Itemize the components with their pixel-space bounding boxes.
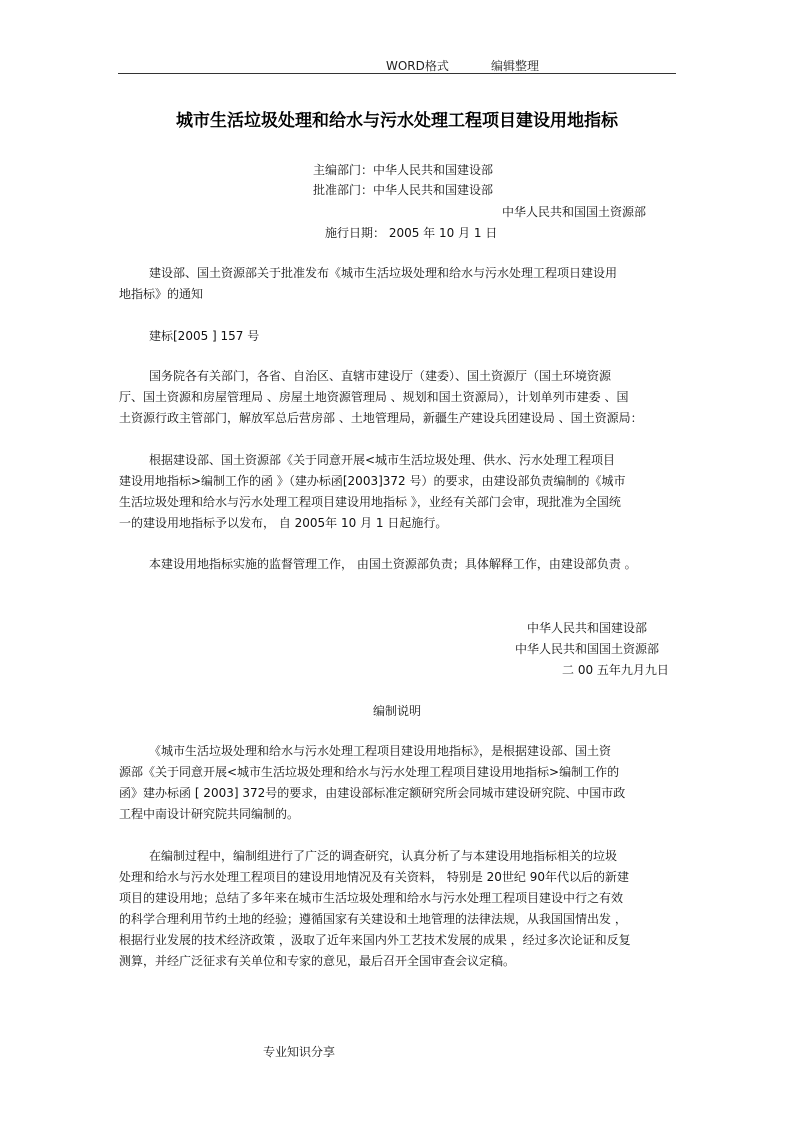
editor-dept: 主编部门：中华人民共和国建设部 — [313, 163, 494, 177]
notice-line: 建设部、国土资源部关于批准发布《城市生活垃圾处理和给水与污水处理工程项日建设用 — [149, 266, 618, 280]
notice-paragraph — [119, 263, 679, 305]
header-format-label: WORD格式 — [386, 59, 449, 73]
explain-line: 的科学合理利用节约土地的经验；遵循国家有关建设和土地管理的法律法规，从我国国情出发 ， — [119, 912, 627, 926]
header-edit-label: 编辑整理 — [491, 59, 540, 73]
addressees-line: 国务院各有关部门，各省、自治区、直辖市建设厅（建委）、国土资源厅（国土环境资源 — [149, 369, 612, 383]
explain-line: 根据行业发展的技术经济政策 ，汲取了近年来国内外工艺技术发展的成果 ，经过多次论证和反复 — [119, 933, 631, 947]
header-rule — [118, 73, 676, 74]
body-line: 本建设用地指标实施的监督管理工作， 由国土资源部负责；具体解释工作，由建设部负责 。 — [149, 557, 637, 571]
body-paragraph-2 — [119, 554, 679, 575]
explain-line: 源部《关于同意开展<城市生活垃圾处理和给水与污水处理工程项目建设用地指标>编制工作的 — [119, 765, 620, 779]
approver-dept: 批准部门：中华人民共和国建设部 — [313, 183, 494, 197]
signature-date: 二 00 五年九月九日 — [562, 663, 669, 677]
page-footer: 专业知识分享 — [263, 1045, 336, 1059]
explain-paragraph-2 — [119, 846, 679, 972]
explain-line: 处理和给水与污水处理工程项目的建设用地情况及有关资料， 特别是 20世纪 90年代以后的新建 — [119, 870, 629, 884]
addressees-line: 厅、国土资源和房屋管理局 、房屋土地资源管理局 、规划和国土资源局），计划单列市建委 、国 — [119, 390, 629, 404]
approver-dept-2: 中华人民共和国国土资源部 — [502, 205, 647, 219]
explain-line: 测算，并经广泛征求有关单位和专家的意见，最后召开全国审查会议定稿。 — [119, 954, 516, 968]
body-line: 根据建设部、国土资源部《关于同意开展<城市生活垃圾处理、供水、污水处理工程项目 — [149, 453, 616, 467]
effective-date: 施行日期： 2005 年 10 月 1 日 — [325, 226, 498, 240]
signature-org-1: 中华人民共和国建设部 — [527, 621, 648, 635]
explain-line: 项目的建设用地；总结了多年来在城市生活垃圾处理和给水与污水处理工程项目建设中行之有效 — [119, 891, 624, 905]
body-line: 生活垃圾处理和给水与污水处理工程项目建设用地指标 》，业经有关部门会审，现批准为全国统 — [119, 495, 621, 509]
body-line: 建设用地指标>编制工作的函 》（建办标函[2003]372 号）的要求，由建设部负责编制的《城市 — [119, 474, 626, 488]
section-heading: 编制说明 — [372, 704, 421, 718]
body-paragraph-1 — [119, 450, 679, 534]
body-line: 一的建设用地指标予以发布， 自 2005年 10 月 1 日起施行。 — [119, 516, 448, 530]
explain-line: 工程中南设计研究院共同编制的。 — [119, 807, 300, 821]
addressees-paragraph — [119, 366, 679, 429]
notice-line: 地指标》的通知 — [119, 287, 204, 301]
document-number: 建标[2005 ] 157 号 — [149, 329, 260, 343]
explain-paragraph-1 — [119, 741, 679, 825]
addressees-line: 土资源行政主管部门，解放军总后营房部 、土地管理局，新疆生产建设兵团建设局 、国土资源局： — [119, 411, 643, 425]
explain-line: 《城市生活垃圾处理和给水与污水处理工程项目建设用地指标》，是根据建设部、国土资 — [149, 744, 612, 758]
signature-org-2: 中华人民共和国国土资源部 — [515, 642, 660, 656]
explain-line: 在编制过程中，编制组进行了广泛的调查研究，认真分析了与本建设用地指标相关的垃圾 — [149, 849, 618, 863]
explain-line: 函》建办标函 [ 2003] 372号的要求，由建设部标准定额研究所会同城市建设研究院、中国市政 — [119, 786, 626, 800]
document-title: 城市生活垃圾处理和给水与污水处理工程项目建设用地指标 — [176, 111, 618, 131]
